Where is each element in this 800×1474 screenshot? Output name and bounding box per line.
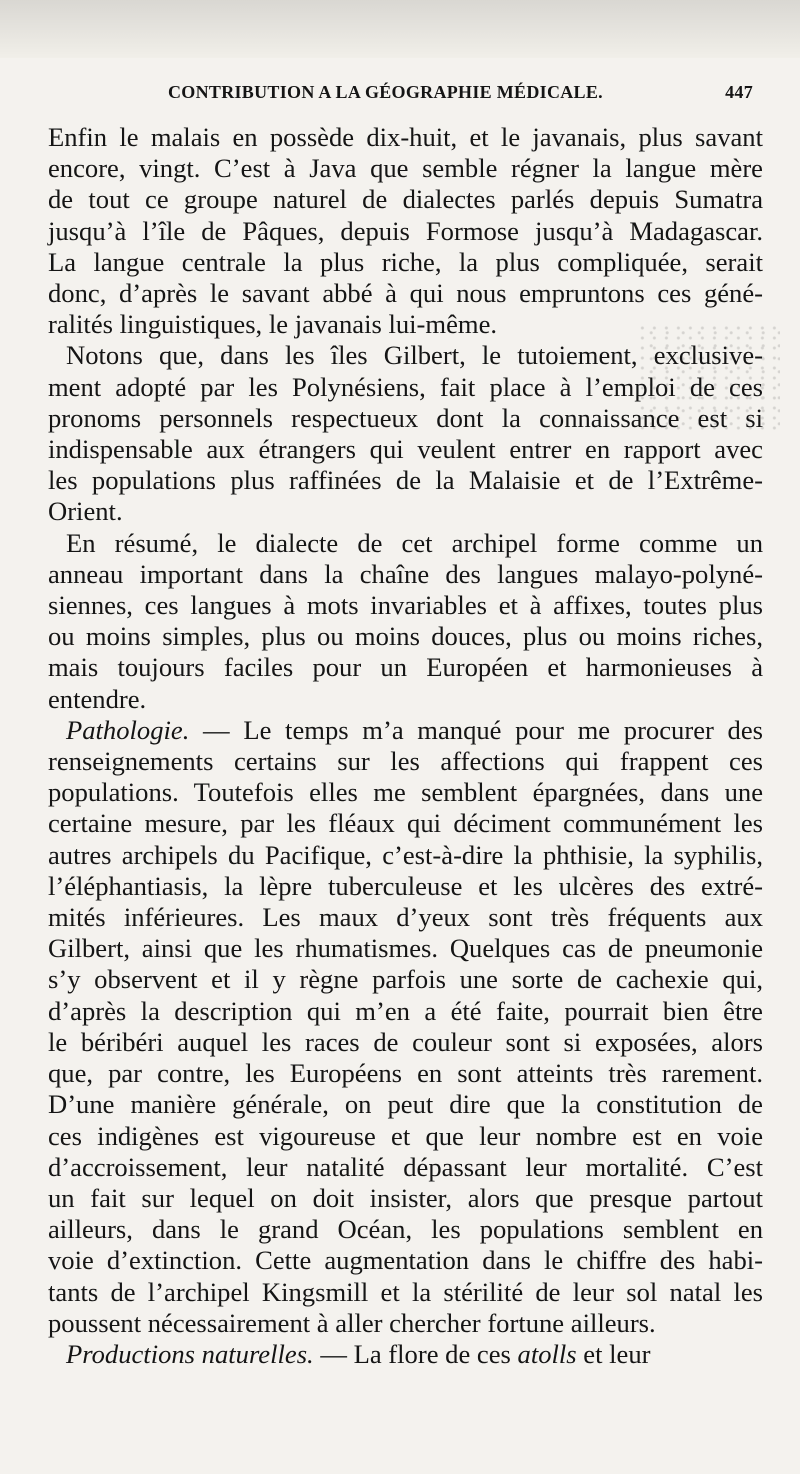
running-header [48, 82, 763, 122]
text-line: renseignements certains sur les affections qui frappent ces [48, 746, 763, 777]
italic-heading-pathologie: Pathologie. [66, 714, 190, 745]
text-line: un fait sur lequel on doit insister, alors que presque partout [48, 1182, 763, 1213]
paragraph-start: En résumé, le dialecte de cet archipel forme comme un [66, 527, 763, 558]
text-line: mais toujours faciles pour un Européen et harmonieuses à [48, 652, 763, 683]
text-line: l’éléphantiasis, la lèpre tuberculeuse et les ulcères des extré- [48, 870, 763, 901]
pathology-paragraph-start [48, 715, 763, 746]
text-line: La langue centrale la plus riche, la plus compliquée, serait [48, 246, 763, 277]
paragraph-start: Notons que, dans les îles Gilbert, le tutoiement, exclusive- [66, 340, 763, 371]
page-number: 447 [725, 82, 753, 102]
text-line: ralités linguistiques, le javanais lui-même. [48, 309, 498, 340]
text-fragment: — Le temps m’a manqué pour me procurer des [203, 714, 763, 745]
italic-heading-productions: Productions naturelles. [66, 1338, 314, 1369]
text-line: ment adopté par les Polynésiens, fait place à l’emploi de ces [48, 371, 763, 402]
text-line: tants de l’archipel Kingsmill et la stérilité de leur sol natal les [48, 1276, 763, 1307]
text-line: siennes, ces langues à mots invariables et à affixes, toutes plus [48, 590, 763, 621]
text-line: encore, vingt. C’est à Java que semble régner la langue mère [48, 153, 763, 184]
text-line: certaine mesure, par les fléaux qui déciment communément les [48, 808, 763, 839]
text-line: de tout ce groupe naturel de dialectes parlés depuis Sumatra [48, 184, 763, 215]
text-line: donc, d’après le savant abbé à qui nous empruntons ces géné- [48, 278, 763, 309]
text-line: populations. Toutefois elles me semblent épargnées, dans une [48, 777, 763, 808]
text-line: pronoms personnels respectueux dont la connaissance est si [48, 402, 763, 433]
text-line: les populations plus raffinées de la Malaisie et de l’Extrême- [48, 465, 763, 496]
text-fragment: — La flore de ces [320, 1338, 511, 1369]
text-line: s’y observent et il y règne parfois une sorte de cachexie qui, [48, 964, 763, 995]
text-line: ou moins simples, plus ou moins douces, plus ou moins riches, [48, 621, 763, 652]
italic-term-atolls: atolls [517, 1338, 577, 1369]
text-line: entendre. [48, 683, 147, 714]
scanned-page-top-edge [0, 0, 800, 58]
productions-paragraph-start [48, 1339, 763, 1370]
text-line: le béribéri auquel les races de couleur sont si exposées, alors [48, 1026, 763, 1057]
text-line: que, par contre, les Européens en sont atteints très rarement. [48, 1058, 763, 1089]
text-line: autres archipels du Pacifique, c’est-à-dire la phthisie, la syphilis, [48, 839, 763, 870]
text-line: indispensable aux étrangers qui veulent entrer en rapport avec [48, 434, 763, 465]
page-body-text [48, 122, 763, 1370]
text-line: mités inférieures. Les maux d’yeux sont très fréquents aux [48, 902, 763, 933]
text-line: poussent nécessairement à aller chercher fortune ailleurs. [48, 1307, 656, 1338]
text-line: ailleurs, dans le grand Océan, les populations semblent en [48, 1214, 763, 1245]
book-page [48, 82, 763, 1370]
text-line: Enfin le malais en possède dix-huit, et le javanais, plus savant [48, 122, 763, 152]
text-line: Orient. [48, 496, 123, 527]
text-line: Gilbert, ainsi que les rhumatismes. Quelques cas de pneumonie [48, 933, 763, 964]
text-line: anneau important dans la chaîne des langues malayo-polyné- [48, 558, 763, 589]
text-line: d’après la description qui m’en a été faite, pourrait bien être [48, 995, 763, 1026]
text-line: ces indigènes est vigoureuse et que leur nombre est en voie [48, 1120, 763, 1151]
text-line: jusqu’à l’île de Pâques, depuis Formose jusqu’à Madagascar. [48, 215, 763, 246]
text-line: D’une manière générale, on peut dire que la constitution de [48, 1089, 763, 1120]
running-header-title: CONTRIBUTION A LA GÉOGRAPHIE MÉDICALE. [168, 82, 603, 102]
text-line: d’accroissement, leur natalité dépassant leur mortalité. C’est [48, 1151, 763, 1182]
text-line: voie d’extinction. Cette augmentation dans le chiffre des habi- [48, 1245, 763, 1276]
text-fragment: et leur [583, 1338, 651, 1369]
